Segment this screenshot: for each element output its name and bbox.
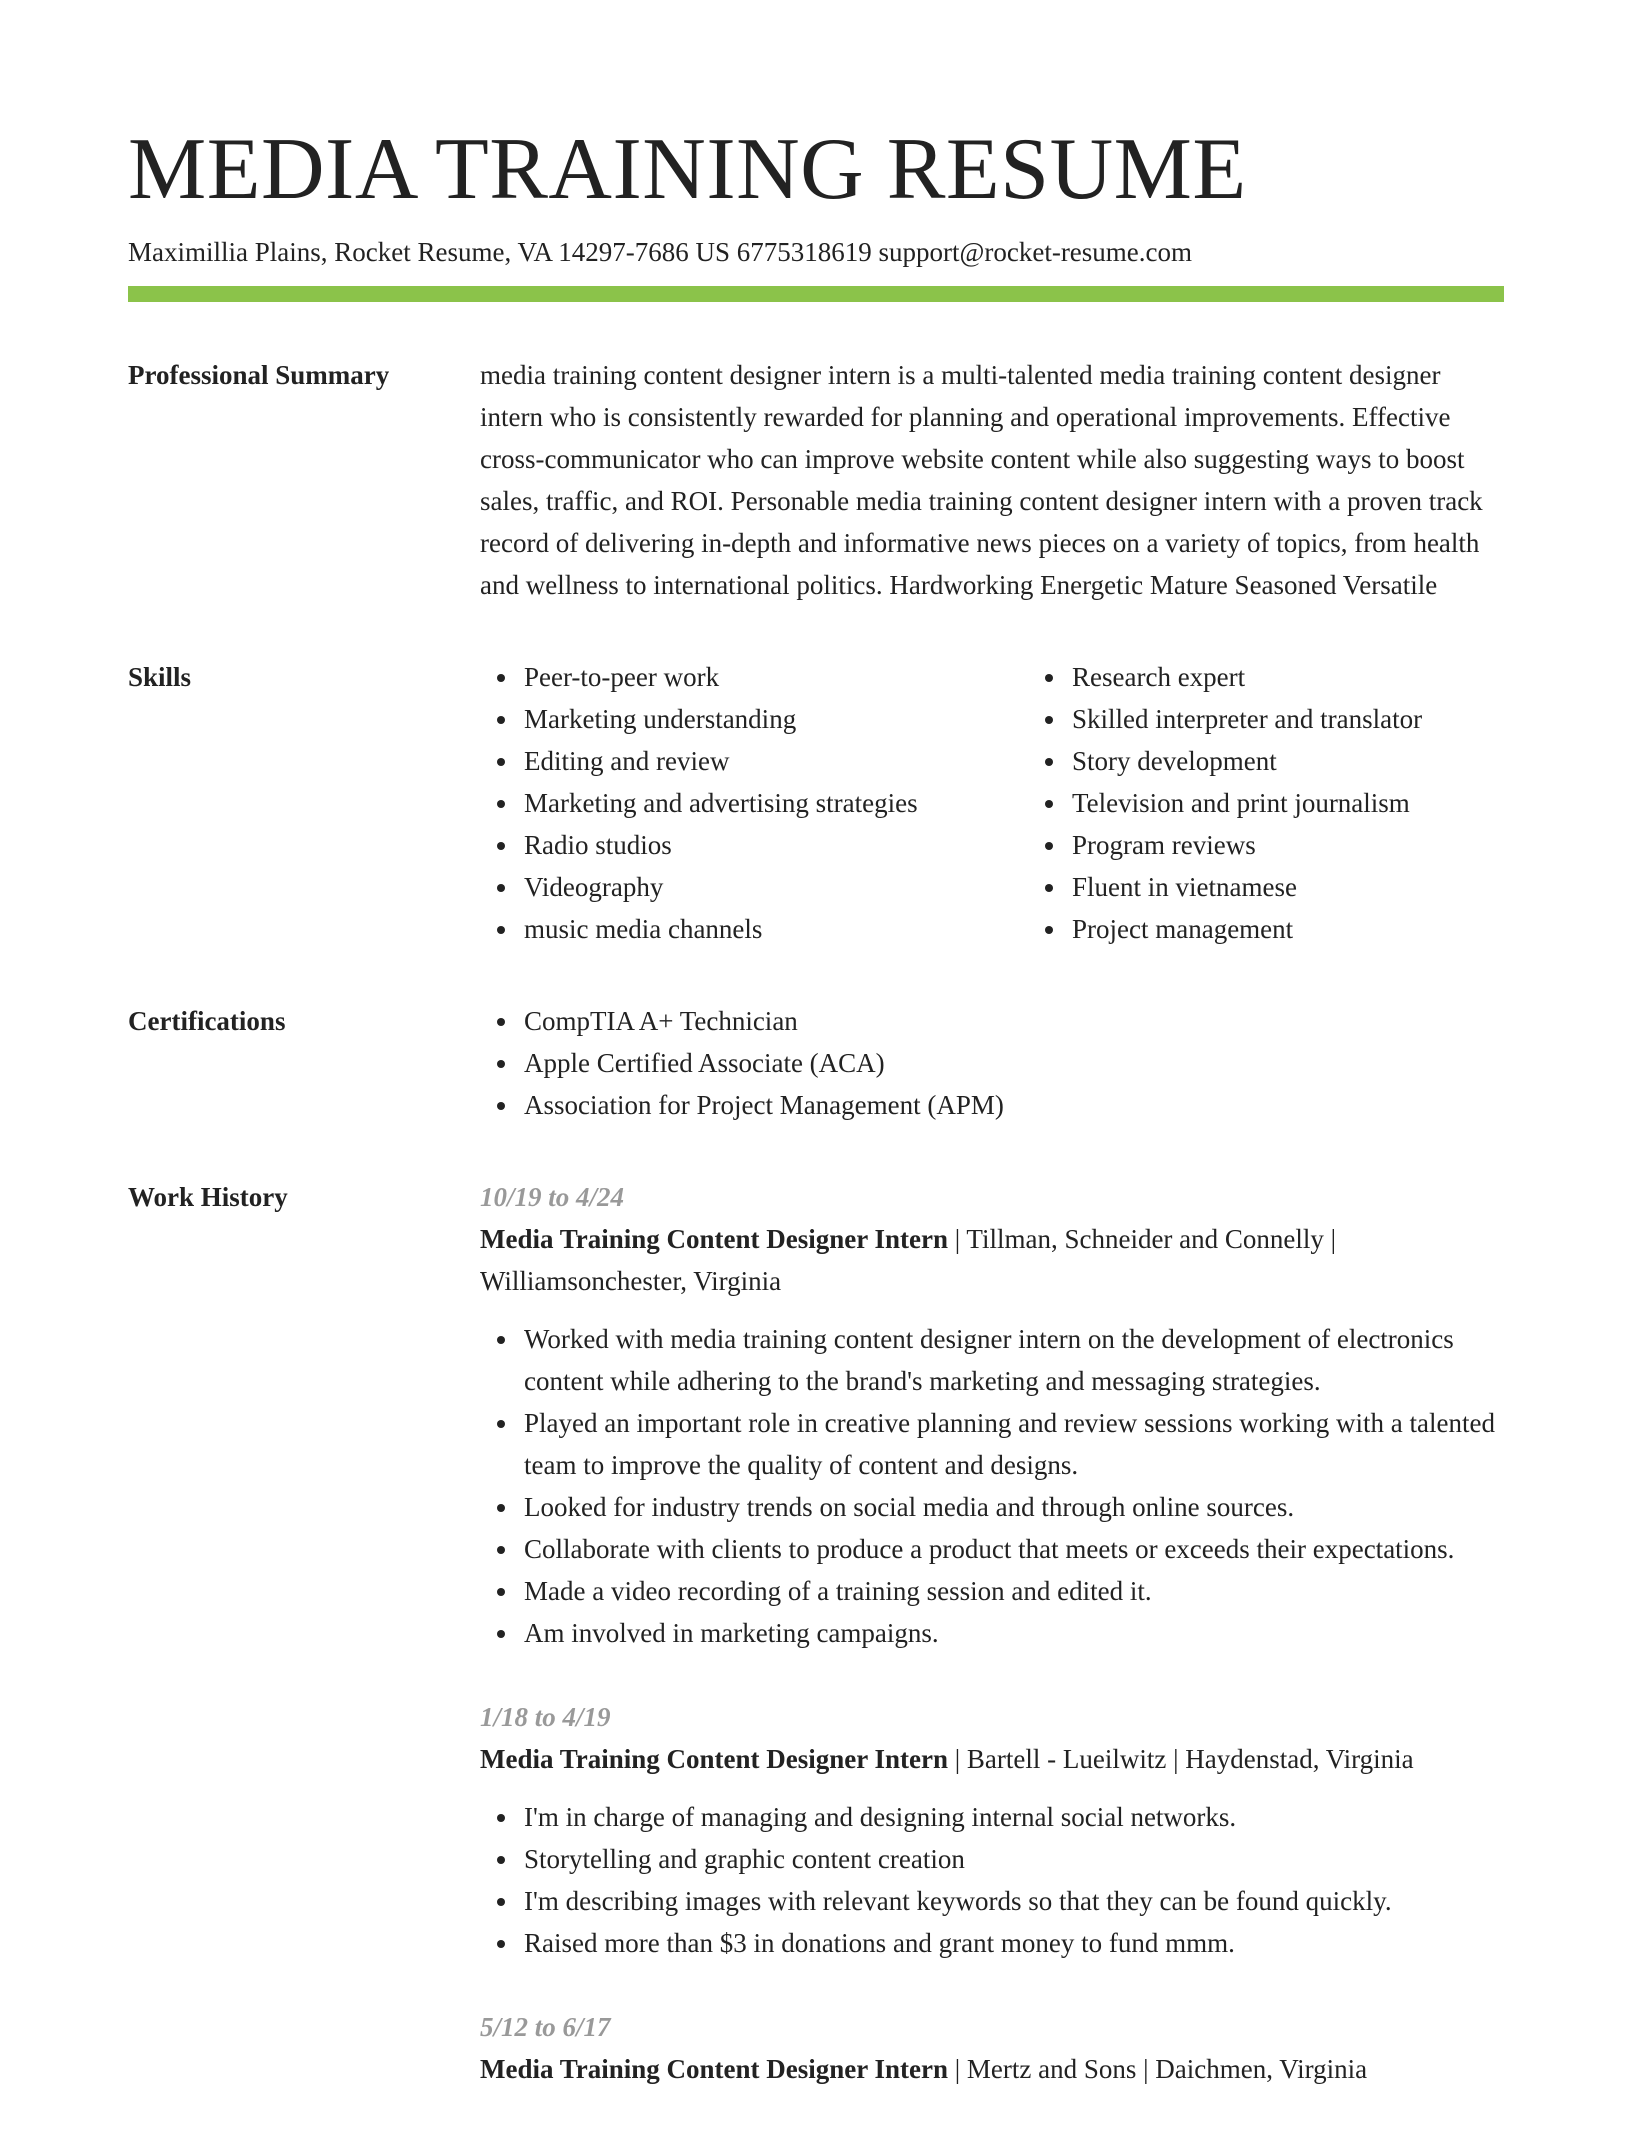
- section-label-summary: Professional Summary: [128, 360, 390, 390]
- list-item: Marketing understanding: [524, 698, 1028, 740]
- skills-section: [128, 656, 1504, 950]
- list-item: Marketing and advertising strategies: [524, 782, 1028, 824]
- job-heading: [480, 1738, 1504, 1780]
- job-heading: [480, 2048, 1504, 2090]
- list-item: Am involved in marketing campaigns.: [524, 1612, 1504, 1654]
- section-label-work-history: Work History: [128, 1182, 288, 1212]
- skills-list-left: [480, 656, 1028, 950]
- list-item: Looked for industry trends on social media and through online sources.: [524, 1486, 1504, 1528]
- section-label-certifications: Certifications: [128, 1006, 286, 1036]
- list-item: Story development: [1072, 740, 1504, 782]
- job-employer-location: | Tillman, Schneider and Connelly | Williamsonchester, Virginia: [480, 1224, 1337, 1296]
- skills-list-right: [1028, 656, 1504, 950]
- list-item: Raised more than $3 in donations and grant money to fund mmm.: [524, 1922, 1504, 1964]
- job-entry: [480, 2006, 1504, 2090]
- list-item: Program reviews: [1072, 824, 1504, 866]
- list-item: Made a video recording of a training session and edited it.: [524, 1570, 1504, 1612]
- list-item: Played an important role in creative planning and review sessions working with a talented team to improve the quality of content and designs.: [524, 1402, 1504, 1486]
- list-item: Radio studios: [524, 824, 1028, 866]
- accent-divider: [128, 286, 1504, 302]
- job-entry: [480, 1176, 1504, 1654]
- job-title: Media Training Content Designer Intern: [480, 1744, 949, 1774]
- list-item: Peer-to-peer work: [524, 656, 1028, 698]
- list-item: Apple Certified Associate (ACA): [524, 1042, 1504, 1084]
- job-entry: [480, 1696, 1504, 1964]
- job-bullets: [480, 1796, 1504, 1964]
- list-item: I'm describing images with relevant keywords so that they can be found quickly.: [524, 1880, 1504, 1922]
- summary-text: media training content designer intern is a multi-talented media training content designer intern who is consistently rewarded for planning and operational improvements. Effective cross-communicator who can improve website content while also suggesting ways to boost sales, traffic, and ROI. Personable media training content designer intern with a proven track record of delivering in-depth and informative news pieces on a variety of topics, from health and wellness to international politics. Hardworking Energetic Mature Seasoned Versatile: [480, 360, 1483, 600]
- section-label-skills: Skills: [128, 662, 192, 692]
- job-bullets: [480, 1318, 1504, 1654]
- list-item: Editing and review: [524, 740, 1028, 782]
- list-item: Storytelling and graphic content creation: [524, 1838, 1504, 1880]
- job-title: Media Training Content Designer Intern: [480, 1224, 949, 1254]
- certifications-list: [480, 1000, 1504, 1126]
- job-employer-location: | Bartell - Lueilwitz | Haydenstad, Virginia: [948, 1744, 1414, 1774]
- list-item: Skilled interpreter and translator: [1072, 698, 1504, 740]
- job-heading: [480, 1218, 1504, 1302]
- list-item: Fluent in vietnamese: [1072, 866, 1504, 908]
- work-history-section: [128, 1176, 1504, 2132]
- resume-page: [128, 118, 1504, 2132]
- job-dates: 5/12 to 6/17: [480, 2012, 611, 2042]
- job-dates: 1/18 to 4/19: [480, 1702, 611, 1732]
- summary-section: [128, 354, 1504, 606]
- job-title: Media Training Content Designer Intern: [480, 2054, 949, 2084]
- list-item: Project management: [1072, 908, 1504, 950]
- list-item: I'm in charge of managing and designing internal social networks.: [524, 1796, 1504, 1838]
- resume-title: MEDIA TRAINING RESUME: [128, 121, 1247, 218]
- certifications-section: [128, 1000, 1504, 1126]
- list-item: Collaborate with clients to produce a product that meets or exceeds their expectations.: [524, 1528, 1504, 1570]
- list-item: Association for Project Management (APM): [524, 1084, 1504, 1126]
- list-item: music media channels: [524, 908, 1028, 950]
- list-item: Television and print journalism: [1072, 782, 1504, 824]
- job-employer-location: | Mertz and Sons | Daichmen, Virginia: [948, 2054, 1368, 2084]
- list-item: Videography: [524, 866, 1028, 908]
- list-item: Worked with media training content designer intern on the development of electronics content while adhering to the brand's marketing and messaging strategies.: [524, 1318, 1504, 1402]
- list-item: CompTIA A+ Technician: [524, 1000, 1504, 1042]
- list-item: Research expert: [1072, 656, 1504, 698]
- contact-line: Maximillia Plains, Rocket Resume, VA 14297-7686 US 6775318619 support@rocket-resume.com: [128, 237, 1193, 267]
- job-dates: 10/19 to 4/24: [480, 1182, 625, 1212]
